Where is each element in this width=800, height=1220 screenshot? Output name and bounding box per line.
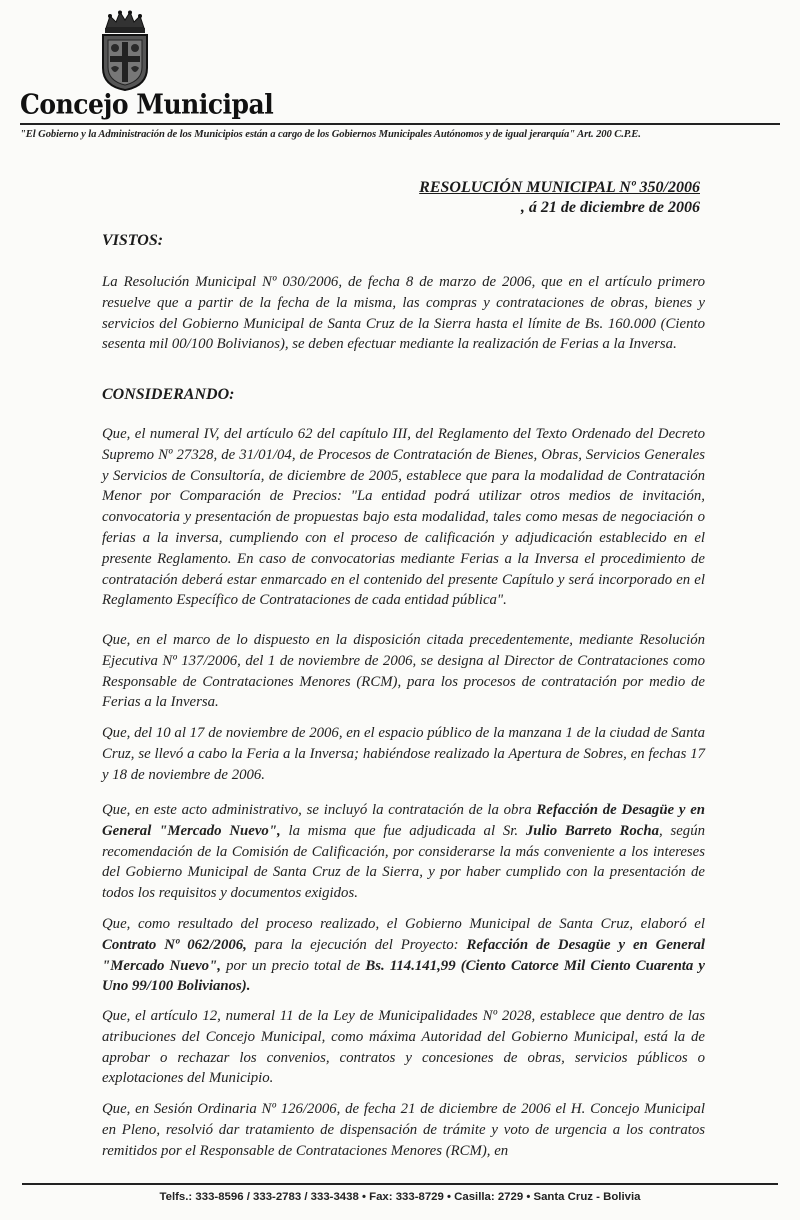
paragraph-considerando-5 — [102, 914, 705, 997]
contractor-name: Julio Barreto Rocha — [525, 822, 659, 839]
paragraph-text: Que, en este acto administrativo, se incluyó la contratación de la obra — [102, 802, 537, 818]
section-title-vistos: VISTOS: — [102, 232, 164, 249]
paragraph-vistos: La Resolución Municipal Nº 030/2006, de fecha 8 de marzo de 2006, que en el artículo primero resuelve que a partir de la fecha de la misma, las compras y contrataciones de obras, bienes y servicios del Gobierno Municipal de Santa Cruz de la Sierra hasta el límite de Bs. 160.000 (Ciento sesenta mil 00/100 Bolivianos), se deben efectuar mediante la realización de Ferias a la Inversa. — [102, 274, 705, 353]
paragraph-text: Que, como resultado del proceso realizado, el Gobierno Municipal de Santa Cruz, elaboró el — [102, 916, 705, 932]
footer-divider — [22, 1183, 778, 1185]
paragraph-text: , según recomendación de la Comisión de Calificación, por considerarse la más conveniente a los intereses del Gobierno Municipal de Santa Cruz de la Sierra, y por haber cumplido con la presentación de todos los requisitos y documentos exigidos. — [102, 822, 705, 902]
resolution-heading — [419, 178, 700, 218]
paragraph-text: para la ejecución del Proyecto: — [246, 936, 467, 953]
resolution-date: , á 21 de diciembre de 2006 — [520, 199, 700, 216]
paragraph-considerando-4 — [102, 800, 705, 904]
paragraph-considerando-7: Que, en Sesión Ordinaria Nº 126/2006, de fecha 21 de diciembre de 2006 el H. Concejo Municipal en Pleno, resolvió dar tratamiento de dispensación de trámite y voto de urgencia a los contratos remitidos por el Responsable de Contrataciones Menores (RCM), en — [102, 1101, 705, 1159]
header-tagline: "El Gobierno y la Administración de los Municipios están a cargo de los Gobiernos Municipales Autónomos y de igual jerarquía" Art. 200 C.P.E. — [20, 129, 641, 140]
paragraph-text: la misma que fue adjudicada al Sr. — [280, 822, 526, 839]
header-divider — [20, 123, 780, 125]
project-name: Refacción de Desagüe y en General "Mercado Nuevo", — [102, 936, 705, 974]
contract-number: Contrato Nº 062/2006, — [102, 936, 247, 953]
coat-of-arms-icon — [98, 10, 152, 92]
paragraph-considerando-1: Que, el numeral IV, del artículo 62 del capítulo III, del Reglamento del Texto Ordenado del Decreto Supremo Nº 27328, de 31/01/04, de Procesos de Contratación de Bienes, Obras, Servicios Generales y Servicios de Consultoría, de diciembre de 2005, establece que para la modalidad de Contratación Menor por Comparación de Precios: "La entidad podrá utilizar otros medios de invitación, convocatoria y presentación de propuestas bajo esta modalidad, tales como mesas de negociación o ferias a la inversa, cumpliendo con el proceso de calificación y adjudicación establecido en el presente Reglamento. En caso de convocatorias mediante Ferias a la Inversa el procedimiento de contratación deberá estar enmarcado en el contenido del presente Capítulo y será incorporado en el Reglamento Específico de Contrataciones de cada entidad pública". — [102, 426, 705, 609]
resolution-title: RESOLUCIÓN MUNICIPAL Nº 350/2006 — [419, 179, 700, 196]
organization-name: Concejo Municipal — [20, 88, 274, 120]
paragraph-considerando-2: Que, en el marco de lo dispuesto en la disposición citada precedentemente, mediante Resolución Ejecutiva Nº 137/2006, del 1 de noviembre de 2006, se designa al Director de Contrataciones como Responsable de Contrataciones Menores (RCM), para los procesos de contratación por medio de Ferias a la Inversa. — [102, 632, 705, 711]
paragraph-text: por un precio total de — [220, 957, 366, 974]
paragraph-considerando-6: Que, el artículo 12, numeral 11 de la Ley de Municipalidades Nº 2028, establece que dentro de las atribuciones del Concejo Municipal, como máxima Autoridad del Gobierno Municipal, está la de aprobar o rechazar los convenios, contratos y concesiones de obras, servicios públicos o explotaciones del Municipio. — [102, 1008, 705, 1087]
contract-amount: Bs. 114.141,99 (Ciento Catorce Mil Ciento Cuarenta y Uno 99/100 Bolivianos). — [102, 957, 705, 995]
footer-contact: Telfs.: 333-8596 / 333-2783 / 333-3438 • Fax: 333-8729 • Casilla: 2729 • Santa Cruz - Bolivia — [159, 1191, 641, 1203]
paragraph-considerando-3: Que, del 10 al 17 de noviembre de 2006, en el espacio público de la manzana 1 de la ciudad de Santa Cruz, se llevó a cabo la Feria a la Inversa; habiéndose realizado la Apertura de Sobres, en fechas 17 y 18 de noviembre de 2006. — [102, 725, 705, 783]
project-name: Refacción de Desagüe y en General "Mercado Nuevo", — [102, 802, 706, 839]
section-title-considerando: CONSIDERANDO: — [102, 386, 235, 403]
